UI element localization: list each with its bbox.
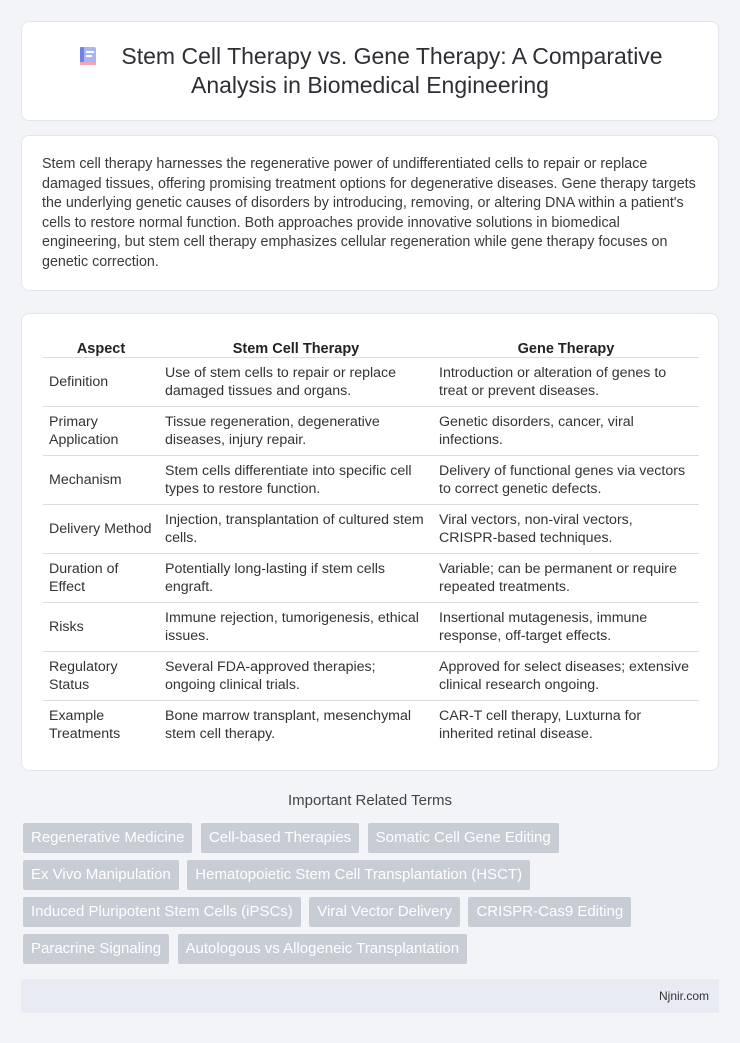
gene-cell: Viral vectors, non-viral vectors, CRISPR-based techniques.: [433, 504, 699, 553]
header-gene: Gene Therapy: [517, 340, 615, 357]
stem-cell: Tissue regeneration, degenerative diseases, injury repair.: [159, 406, 433, 455]
term-tag[interactable]: Ex Vivo Manipulation: [23, 860, 179, 890]
stem-cell: Bone marrow transplant, mesenchymal stem cell therapy.: [159, 700, 433, 749]
term-tag[interactable]: Cell-based Therapies: [201, 823, 359, 853]
table-row: [43, 651, 699, 700]
stem-cell: Injection, transplantation of cultured stem cells.: [159, 504, 433, 553]
aspect-cell: Definition: [43, 357, 159, 406]
footer: [21, 979, 719, 1013]
term-tag[interactable]: Paracrine Signaling: [23, 934, 169, 964]
gene-cell: Insertional mutagenesis, immune response, off-target effects.: [433, 602, 699, 651]
table-row: [43, 455, 699, 504]
term-tag[interactable]: Induced Pluripotent Stem Cells (iPSCs): [23, 897, 301, 927]
stem-cell: Potentially long-lasting if stem cells engraft.: [159, 553, 433, 602]
table-row: [43, 504, 699, 553]
term-tag[interactable]: Autologous vs Allogeneic Transplantation: [178, 934, 468, 964]
header-aspect: Aspect: [76, 340, 126, 357]
related-terms-list: [23, 823, 723, 971]
aspect-cell: Delivery Method: [43, 504, 159, 553]
title-line-1: Stem Cell Therapy vs. Gene Therapy: A Comparative: [121, 43, 663, 69]
aspect-cell: Duration of Effect: [43, 553, 159, 602]
term-tag[interactable]: Somatic Cell Gene Editing: [368, 823, 559, 853]
gene-cell: Approved for select diseases; extensive clinical research ongoing.: [433, 651, 699, 700]
stem-cell: Use of stem cells to repair or replace damaged tissues and organs.: [159, 357, 433, 406]
gene-cell: CAR-T cell therapy, Luxturna for inherited retinal disease.: [433, 700, 699, 749]
intro-paragraph: Stem cell therapy harnesses the regenerative power of undifferentiated cells to repair or replace damaged tissues, offering promising treatment options for degenerative diseases. Gene therapy targets the underlying genetic causes of disorders by introducing, removing, or altering DNA within a patient's cells to restore normal function. Both approaches provide innovative solutions in biomedical engineering, but stem cell therapy emphasizes cellular regeneration while gene therapy focuses on genetic correction.: [42, 156, 696, 270]
table-header-row: [43, 335, 699, 357]
term-tag[interactable]: Hematopoietic Stem Cell Transplantation (HSCT): [187, 860, 530, 890]
aspect-cell: Risks: [43, 602, 159, 651]
table-row: [43, 602, 699, 651]
header-stem-cell: Stem Cell Therapy: [232, 340, 360, 357]
page-title: [77, 42, 662, 100]
table-row: [43, 553, 699, 602]
comparison-card: [21, 313, 719, 771]
comparison-table: [43, 335, 699, 749]
term-tag[interactable]: Viral Vector Delivery: [309, 897, 460, 927]
gene-cell: Introduction or alteration of genes to treat or prevent diseases.: [433, 357, 699, 406]
stem-cell: Immune rejection, tumorigenesis, ethical issues.: [159, 602, 433, 651]
term-tag[interactable]: CRISPR-Cas9 Editing: [468, 897, 631, 927]
footer-site-link[interactable]: Njnir.com: [658, 989, 709, 1003]
intro-card: [21, 135, 719, 291]
stem-cell: Several FDA-approved therapies; ongoing clinical trials.: [159, 651, 433, 700]
title-line-2: Analysis in Biomedical Engineering: [191, 72, 549, 98]
stem-cell: Stem cells differentiate into specific cell types to restore function.: [159, 455, 433, 504]
related-terms-heading: Important Related Terms: [288, 792, 452, 809]
aspect-cell: Primary Application: [43, 406, 159, 455]
book-icon: [77, 45, 99, 67]
gene-cell: Genetic disorders, cancer, viral infections.: [433, 406, 699, 455]
table-row: [43, 357, 699, 406]
gene-cell: Delivery of functional genes via vectors to correct genetic defects.: [433, 455, 699, 504]
aspect-cell: Regulatory Status: [43, 651, 159, 700]
table-row: [43, 700, 699, 749]
term-tag[interactable]: Regenerative Medicine: [23, 823, 192, 853]
aspect-cell: Mechanism: [43, 455, 159, 504]
gene-cell: Variable; can be permanent or require repeated treatments.: [433, 553, 699, 602]
title-card: [21, 21, 719, 121]
table-row: [43, 406, 699, 455]
aspect-cell: Example Treatments: [43, 700, 159, 749]
